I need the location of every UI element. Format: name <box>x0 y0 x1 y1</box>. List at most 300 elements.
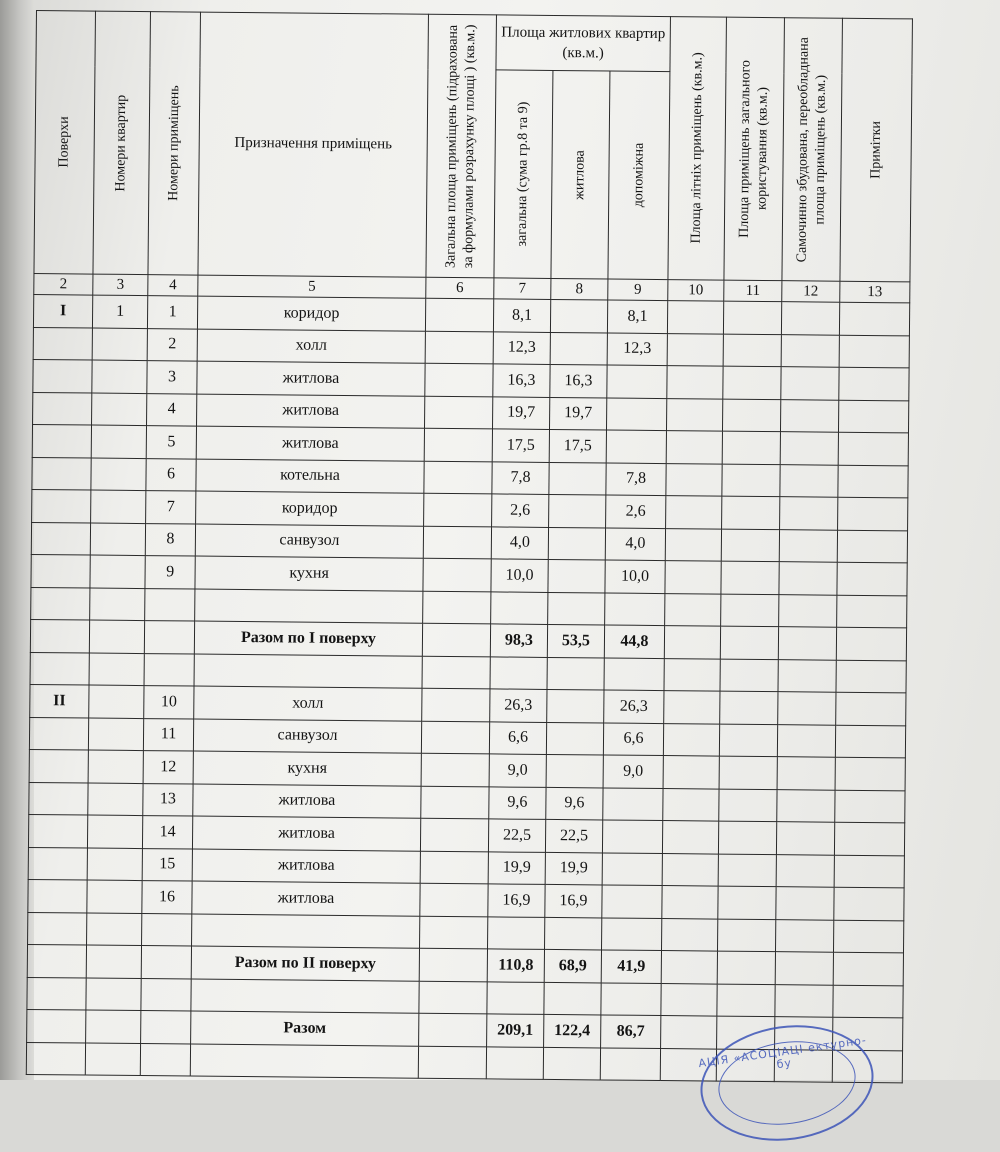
apartment-number <box>90 588 145 621</box>
stamp-text: АЦІЯ «АСОЦІАЦІ ектурно-бу <box>697 1033 868 1072</box>
floor <box>32 457 91 490</box>
column-number: 4 <box>148 275 198 296</box>
summer-area <box>667 366 723 399</box>
room-purpose: житлова <box>192 881 420 916</box>
area-auxiliary: 10,0 <box>605 560 665 593</box>
self-built-area <box>779 529 837 562</box>
common-area <box>723 334 781 367</box>
self-built-area <box>779 594 837 627</box>
room-number <box>141 946 191 979</box>
area-total: 19,9 <box>488 851 545 884</box>
summer-area <box>664 691 720 724</box>
self-built-area <box>777 757 835 790</box>
table-body <box>26 294 909 1082</box>
area-auxiliary <box>600 1047 660 1080</box>
column-number: 6 <box>426 277 494 299</box>
common-area <box>717 984 775 1017</box>
summer-area <box>664 626 720 659</box>
summer-area <box>663 756 719 789</box>
room-number <box>141 1011 191 1044</box>
self-built-area <box>778 627 836 660</box>
area-auxiliary <box>602 885 662 918</box>
common-area <box>720 691 778 724</box>
common-area <box>719 724 777 757</box>
area-living: 16,3 <box>550 364 607 397</box>
room-number: 16 <box>142 881 192 914</box>
summer-area <box>665 528 721 561</box>
apartment-number <box>89 685 144 718</box>
room-number: 9 <box>145 556 195 589</box>
apartment-number <box>91 490 146 523</box>
common-area <box>718 886 776 919</box>
floor <box>29 782 88 815</box>
notes <box>836 692 906 725</box>
formula-area <box>425 331 493 364</box>
formula-area <box>423 526 491 559</box>
area-auxiliary <box>607 365 667 398</box>
apartment-number <box>89 620 144 653</box>
self-built-area <box>776 854 834 887</box>
apartment-number <box>89 653 144 686</box>
notes <box>839 335 909 368</box>
room-number: 11 <box>143 718 193 751</box>
apartment-number <box>90 523 145 556</box>
column-number: 11 <box>724 280 782 302</box>
formula-area <box>424 461 492 494</box>
notes <box>835 725 905 758</box>
area-auxiliary <box>606 397 666 430</box>
summer-area <box>666 496 722 529</box>
floor <box>27 944 86 977</box>
common-area <box>721 529 779 562</box>
common-area <box>720 626 778 659</box>
notes <box>838 400 908 433</box>
area-auxiliary <box>602 852 662 885</box>
area-total <box>487 981 544 1014</box>
common-area <box>722 399 780 432</box>
floor <box>28 847 87 880</box>
room-purpose: коридор <box>197 296 425 331</box>
room-number <box>144 653 194 686</box>
summer-area <box>667 301 723 334</box>
column-number: 13 <box>840 281 910 303</box>
area-living <box>547 689 604 722</box>
area-total: 4,0 <box>491 526 548 559</box>
common-area <box>719 756 777 789</box>
room-purpose: житлова <box>193 784 421 819</box>
room-purpose <box>192 914 420 949</box>
floor <box>31 554 90 587</box>
formula-area <box>420 883 488 916</box>
room-number: 3 <box>147 361 197 394</box>
apartment-number <box>87 880 142 913</box>
area-total <box>486 1046 543 1079</box>
header-common-use: Площа приміщень загального користування (кв.м.) <box>724 17 785 281</box>
apartment-number <box>91 458 146 491</box>
apartment-number: 1 <box>92 295 147 328</box>
area-total: 98,3 <box>490 624 547 657</box>
column-number: 12 <box>782 281 840 303</box>
area-living <box>548 559 605 592</box>
room-number <box>142 913 192 946</box>
floor <box>31 522 90 555</box>
apartment-number <box>86 978 141 1011</box>
area-living <box>547 657 604 690</box>
notes <box>836 660 906 693</box>
area-auxiliary <box>603 787 663 820</box>
formula-area <box>421 721 489 754</box>
common-area <box>721 594 779 627</box>
formula-area <box>420 818 488 851</box>
notes <box>833 920 903 953</box>
common-area <box>723 366 781 399</box>
common-area <box>721 561 779 594</box>
notes <box>834 855 904 888</box>
room-purpose: холл <box>194 686 422 721</box>
room-purpose: котельна <box>196 459 424 494</box>
room-number <box>144 621 194 654</box>
area-auxiliary: 12,3 <box>607 333 667 366</box>
area-total <box>488 916 545 949</box>
area-total: 2,6 <box>492 494 549 527</box>
floor: ІІ <box>30 684 89 717</box>
header-notes: Примітки <box>840 18 913 282</box>
header-sub-living: житлова <box>551 70 610 279</box>
self-built-area <box>780 432 838 465</box>
area-living <box>543 1047 600 1080</box>
common-area <box>723 301 781 334</box>
room-number: 14 <box>142 816 192 849</box>
summer-area <box>666 398 722 431</box>
notes <box>834 822 904 855</box>
notes <box>838 465 908 498</box>
header-summer-rooms: Площа літніх приміщень (кв.м.) <box>668 17 727 281</box>
header-room-numbers: Номери приміщень <box>148 12 201 275</box>
room-purpose: Разом по ІІ поверху <box>191 946 419 981</box>
notes <box>837 530 907 563</box>
summer-area <box>661 951 717 984</box>
apartment-number <box>85 1043 140 1076</box>
floor <box>28 879 87 912</box>
area-auxiliary <box>601 982 661 1015</box>
formula-area <box>423 591 491 624</box>
area-living <box>544 982 601 1015</box>
area-total: 22,5 <box>488 819 545 852</box>
area-total: 17,5 <box>492 429 549 462</box>
room-purpose: Разом <box>191 1011 419 1046</box>
self-built-area <box>775 952 833 985</box>
self-built-area <box>775 984 833 1017</box>
column-number: 3 <box>93 274 148 296</box>
formula-area <box>424 428 492 461</box>
room-number: 2 <box>147 328 197 361</box>
self-built-area <box>780 464 838 497</box>
apartment-number <box>92 393 147 426</box>
self-built-area <box>776 822 834 855</box>
area-auxiliary: 26,3 <box>604 690 664 723</box>
header-floors: Поверхи <box>34 11 96 275</box>
room-number: 4 <box>147 393 197 426</box>
area-living: 19,7 <box>549 397 606 430</box>
formula-area <box>419 948 487 981</box>
area-living: 16,9 <box>545 884 602 917</box>
notes <box>835 790 905 823</box>
area-living <box>545 917 602 950</box>
floor <box>32 424 91 457</box>
area-auxiliary <box>602 917 662 950</box>
room-number <box>145 588 195 621</box>
room-number <box>141 978 191 1011</box>
formula-area <box>419 1013 487 1046</box>
floor <box>32 489 91 522</box>
common-area <box>718 854 776 887</box>
notes <box>838 497 908 530</box>
header-total-area-formula: Загальна площа приміщень (підрахована за формулами розрахунку площі ) (кв.м.) <box>426 14 497 278</box>
area-total: 8,1 <box>493 299 550 332</box>
formula-area <box>425 363 493 396</box>
notes <box>833 985 903 1018</box>
apartment-number <box>86 945 141 978</box>
summer-area <box>664 658 720 691</box>
self-built-area <box>779 562 837 595</box>
summer-area <box>667 333 723 366</box>
explication-table-frame <box>26 10 913 1083</box>
header-apartment-numbers: Номери квартир <box>93 11 151 275</box>
room-number: 6 <box>146 458 196 491</box>
floor <box>30 652 89 685</box>
area-living <box>546 754 603 787</box>
common-area <box>718 821 776 854</box>
area-living: 19,9 <box>545 852 602 885</box>
area-total: 110,8 <box>487 949 544 982</box>
room-purpose <box>191 979 419 1014</box>
notes <box>837 562 907 595</box>
area-total: 9,6 <box>489 786 546 819</box>
room-number: 7 <box>146 491 196 524</box>
common-area <box>722 464 780 497</box>
common-area <box>720 659 778 692</box>
self-built-area <box>775 919 833 952</box>
area-auxiliary: 4,0 <box>605 527 665 560</box>
summer-area <box>665 593 721 626</box>
floor <box>33 359 92 392</box>
area-total: 6,6 <box>489 721 546 754</box>
summer-area <box>663 723 719 756</box>
common-area <box>717 951 775 984</box>
apartment-number <box>88 783 143 816</box>
room-purpose: житлова <box>197 361 425 396</box>
area-auxiliary: 7,8 <box>606 462 666 495</box>
room-purpose <box>194 654 422 689</box>
floor <box>28 912 87 945</box>
room-number: 12 <box>143 751 193 784</box>
column-number: 10 <box>668 280 724 302</box>
common-area <box>717 919 775 952</box>
room-purpose: Разом по І поверху <box>194 621 422 656</box>
area-living <box>550 332 607 365</box>
summer-area <box>666 431 722 464</box>
summer-area <box>661 1016 717 1049</box>
area-total: 12,3 <box>493 331 550 364</box>
formula-area <box>422 688 490 721</box>
formula-area <box>420 851 488 884</box>
apartment-number <box>90 555 145 588</box>
area-total <box>490 656 547 689</box>
room-purpose <box>195 589 423 624</box>
area-total: 26,3 <box>490 689 547 722</box>
apartment-number <box>86 1010 141 1043</box>
formula-area <box>421 753 489 786</box>
area-living <box>548 592 605 625</box>
summer-area <box>662 886 718 919</box>
self-built-area <box>776 887 834 920</box>
header-sub-auxiliary: допоміжна <box>608 71 670 280</box>
summer-area <box>662 821 718 854</box>
apartment-number <box>92 360 147 393</box>
apartment-number <box>87 913 142 946</box>
room-number: 8 <box>145 523 195 556</box>
area-auxiliary <box>604 657 664 690</box>
area-auxiliary: 6,6 <box>603 722 663 755</box>
formula-area <box>420 916 488 949</box>
apartment-number <box>91 425 146 458</box>
room-number: 5 <box>146 426 196 459</box>
summer-area <box>661 983 717 1016</box>
header-self-built: Самочинно збудована, переобладнана площа приміщень (кв.м.) <box>782 18 843 282</box>
formula-area <box>421 786 489 819</box>
common-area <box>722 496 780 529</box>
column-number: 9 <box>608 279 668 301</box>
floor <box>27 1009 86 1042</box>
notes <box>836 627 906 660</box>
area-total: 16,9 <box>488 884 545 917</box>
formula-area <box>422 656 490 689</box>
notes <box>839 367 909 400</box>
room-purpose: холл <box>197 329 425 364</box>
apartment-number <box>87 815 142 848</box>
summer-area <box>666 463 722 496</box>
self-built-area <box>780 399 838 432</box>
self-built-area <box>778 692 836 725</box>
formula-area <box>423 558 491 591</box>
area-total <box>491 591 548 624</box>
summer-area <box>662 853 718 886</box>
room-number: 10 <box>144 686 194 719</box>
formula-area <box>418 1046 486 1079</box>
formula-area <box>422 623 490 656</box>
notes <box>837 595 907 628</box>
room-explication-table <box>26 10 913 1083</box>
area-living: 122,4 <box>544 1014 601 1047</box>
self-built-area <box>781 367 839 400</box>
formula-area <box>419 981 487 1014</box>
room-purpose: кухня <box>195 556 423 591</box>
area-total: 9,0 <box>489 754 546 787</box>
common-area <box>719 789 777 822</box>
floor <box>33 327 92 360</box>
floor <box>33 392 92 425</box>
formula-area <box>425 396 493 429</box>
area-living: 53,5 <box>547 624 604 657</box>
area-auxiliary: 9,0 <box>603 755 663 788</box>
formula-area <box>424 493 492 526</box>
area-auxiliary: 2,6 <box>606 495 666 528</box>
floor <box>28 814 87 847</box>
area-auxiliary: 44,8 <box>604 625 664 658</box>
area-auxiliary <box>605 592 665 625</box>
notes <box>839 302 909 335</box>
area-total: 209,1 <box>487 1014 544 1047</box>
notes <box>834 887 904 920</box>
area-living <box>549 494 606 527</box>
notes <box>833 952 903 985</box>
room-number: 13 <box>143 783 193 816</box>
column-number: 2 <box>34 273 93 295</box>
area-total: 7,8 <box>492 461 549 494</box>
area-living <box>549 462 606 495</box>
area-total: 19,7 <box>492 396 549 429</box>
floor <box>29 749 88 782</box>
floor <box>30 619 89 652</box>
apartment-number <box>87 848 142 881</box>
apartment-number <box>88 750 143 783</box>
area-auxiliary: 86,7 <box>601 1015 661 1048</box>
self-built-area <box>780 497 838 530</box>
room-purpose: санвузол <box>193 719 421 754</box>
room-purpose: кухня <box>193 751 421 786</box>
column-number: 7 <box>494 278 551 300</box>
area-auxiliary: 8,1 <box>607 300 667 333</box>
self-built-area <box>777 789 835 822</box>
room-purpose: санвузол <box>195 524 423 559</box>
header-row <box>36 11 912 74</box>
area-living: 17,5 <box>549 429 606 462</box>
summer-area <box>662 918 718 951</box>
room-number <box>140 1043 190 1076</box>
column-number: 8 <box>551 278 608 300</box>
room-purpose: коридор <box>196 491 424 526</box>
area-auxiliary: 41,9 <box>601 950 661 983</box>
area-living <box>548 527 605 560</box>
floor <box>29 717 88 750</box>
floor: I <box>33 294 92 327</box>
room-purpose <box>190 1044 418 1079</box>
apartment-number <box>92 328 147 361</box>
header-purpose: Призначення приміщень <box>198 12 429 277</box>
room-purpose: житлова <box>192 816 420 851</box>
summer-area <box>663 788 719 821</box>
notes <box>835 757 905 790</box>
area-auxiliary <box>602 820 662 853</box>
area-living: 22,5 <box>545 819 602 852</box>
room-purpose: житлова <box>197 394 425 429</box>
self-built-area <box>777 724 835 757</box>
header-sub-total: загальна (сума гр.8 та 9) <box>494 70 553 279</box>
self-built-area <box>778 659 836 692</box>
room-number: 15 <box>142 848 192 881</box>
room-purpose: житлова <box>196 426 424 461</box>
header-living-area-group: Площа житлових квартир (кв.м.) <box>496 15 671 72</box>
floor <box>27 977 86 1010</box>
floor <box>31 587 90 620</box>
area-total: 10,0 <box>491 559 548 592</box>
floor <box>26 1042 85 1075</box>
room-purpose: житлова <box>192 849 420 884</box>
self-built-area <box>781 334 839 367</box>
area-living <box>546 722 603 755</box>
self-built-area <box>781 302 839 335</box>
area-living <box>550 299 607 332</box>
